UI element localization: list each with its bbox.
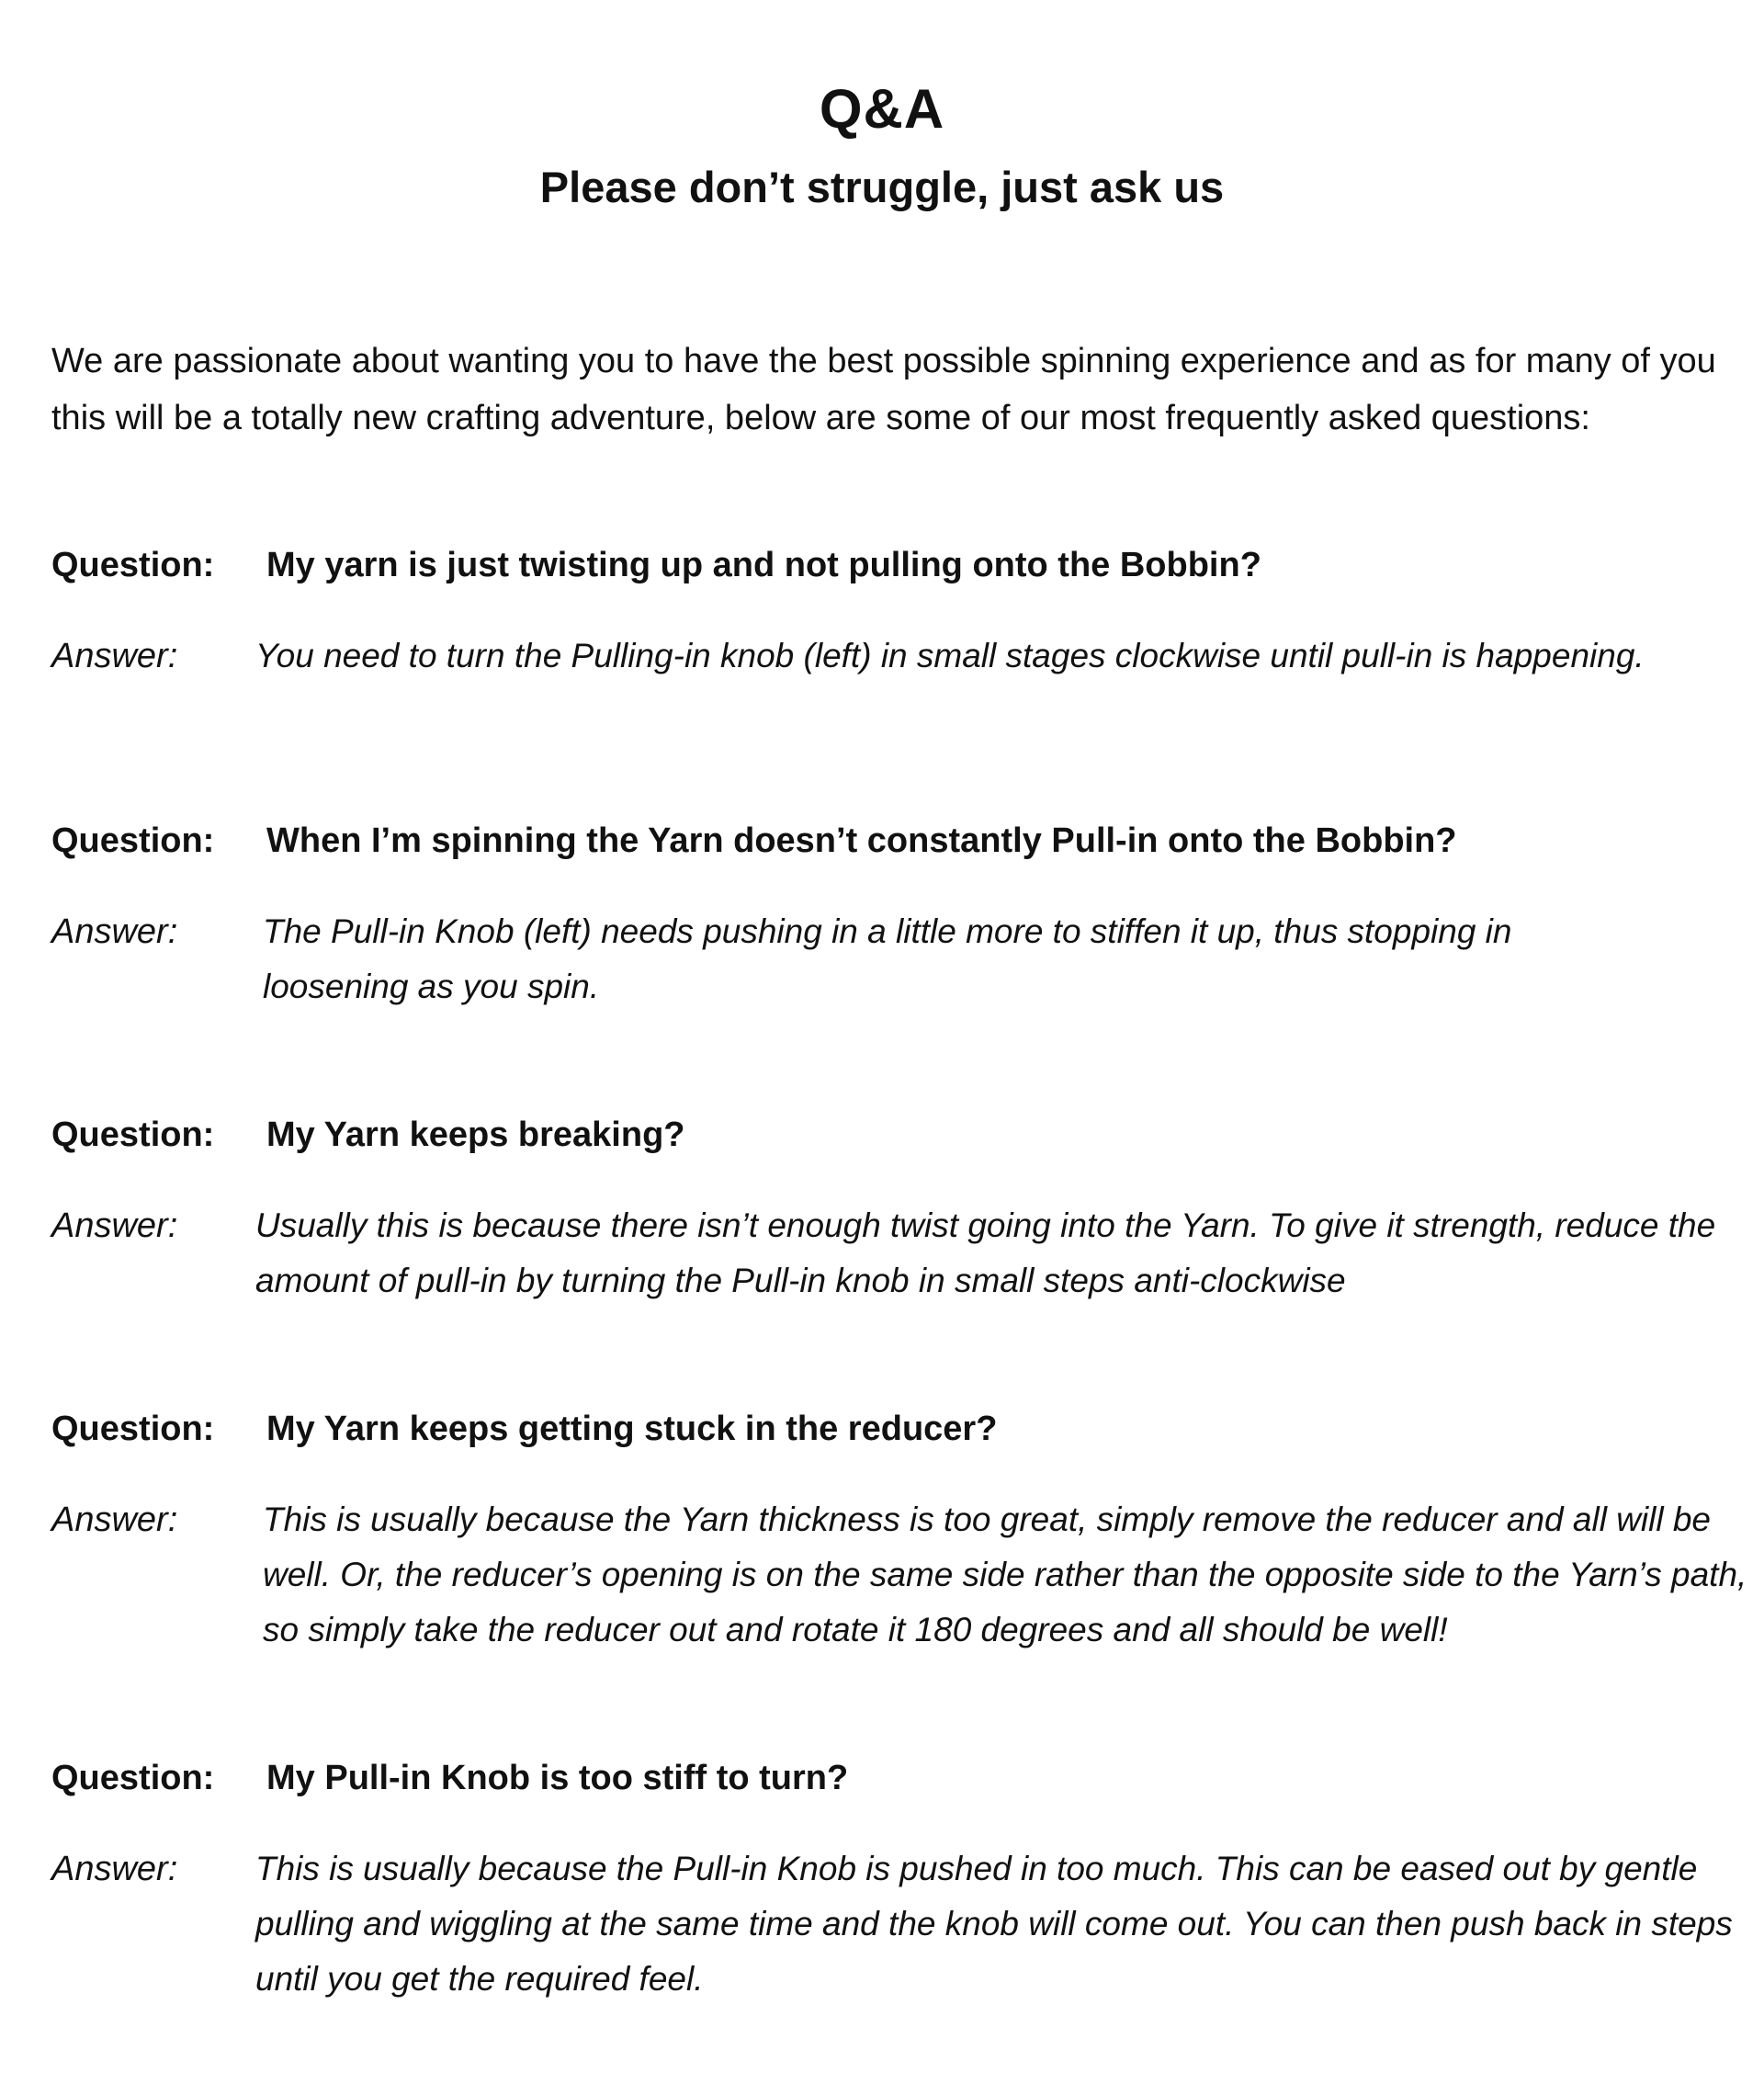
answer-text: This is usually because the Pull-in Knob is pushed in too much. This can be eased out by gentle pulling and wiggling at the same time and the knob will come out. You can then push back in steps until you get the required feel. bbox=[255, 1850, 1733, 1998]
question-label: Question: bbox=[51, 546, 215, 584]
question-text: When I’m spinning the Yarn doesn’t constantly Pull-in onto the Bobbin? bbox=[266, 821, 1457, 860]
question-text: My Pull-in Knob is too stiff to turn? bbox=[266, 1759, 849, 1797]
question-text: My Yarn keeps breaking? bbox=[266, 1116, 685, 1154]
faq-item-5 bbox=[51, 1750, 1733, 1998]
question-label: Question: bbox=[51, 1410, 215, 1448]
faq-item-4 bbox=[51, 1400, 1747, 1648]
page-title: Q&A bbox=[819, 78, 945, 140]
faq-item-2 bbox=[51, 812, 1724, 1005]
question-row bbox=[51, 1400, 1724, 1457]
answer-label: Answer: bbox=[51, 1850, 178, 1888]
question-row bbox=[51, 537, 1724, 594]
question-row bbox=[51, 1750, 1724, 1807]
faq-item-3 bbox=[51, 1106, 1724, 1299]
answer-label: Answer: bbox=[51, 912, 178, 951]
page-subtitle: Please don’t struggle, just ask us bbox=[539, 163, 1225, 211]
answer-label: Answer: bbox=[51, 1206, 178, 1245]
answer-label: Answer: bbox=[51, 1501, 178, 1539]
answer-text: This is usually because the Yarn thickness is too great, simply remove the reducer and all will be well. Or, the reducer’s opening is on the same side rather than the opposite side to the Yarn’s path, so simply take the reducer out and rotate it 180 degrees and all should be well! bbox=[263, 1501, 1747, 1648]
question-label: Question: bbox=[51, 1759, 215, 1797]
answer-text: The Pull-in Knob (left) needs pushing in a little more to stiffen it up, thus stopping in loosening as you spin. bbox=[263, 912, 1512, 1005]
answer-label: Answer: bbox=[51, 637, 178, 675]
answer-text: You need to turn the Pulling-in knob (left) in small stages clockwise until pull-in is happening. bbox=[255, 637, 1645, 674]
answer-text: Usually this is because there isn’t enough twist going into the Yarn. To give it strength, reduce the amount of pull-in by turning the Pull-in knob in small steps anti-clockwise bbox=[255, 1206, 1716, 1299]
question-row bbox=[51, 812, 1724, 869]
question-label: Question: bbox=[51, 1116, 215, 1154]
question-row bbox=[51, 1106, 1724, 1163]
faq-item-1 bbox=[51, 537, 1724, 675]
intro-paragraph: We are passionate about wanting you to have the best possible spinning experience and as for many of you this will be a totally new crafting adventure, below are some of our most frequently asked questions: bbox=[51, 342, 1716, 437]
question-text: My yarn is just twisting up and not pulling onto the Bobbin? bbox=[266, 546, 1261, 584]
question-text: My Yarn keeps getting stuck in the reducer? bbox=[266, 1410, 998, 1448]
question-label: Question: bbox=[51, 821, 215, 860]
